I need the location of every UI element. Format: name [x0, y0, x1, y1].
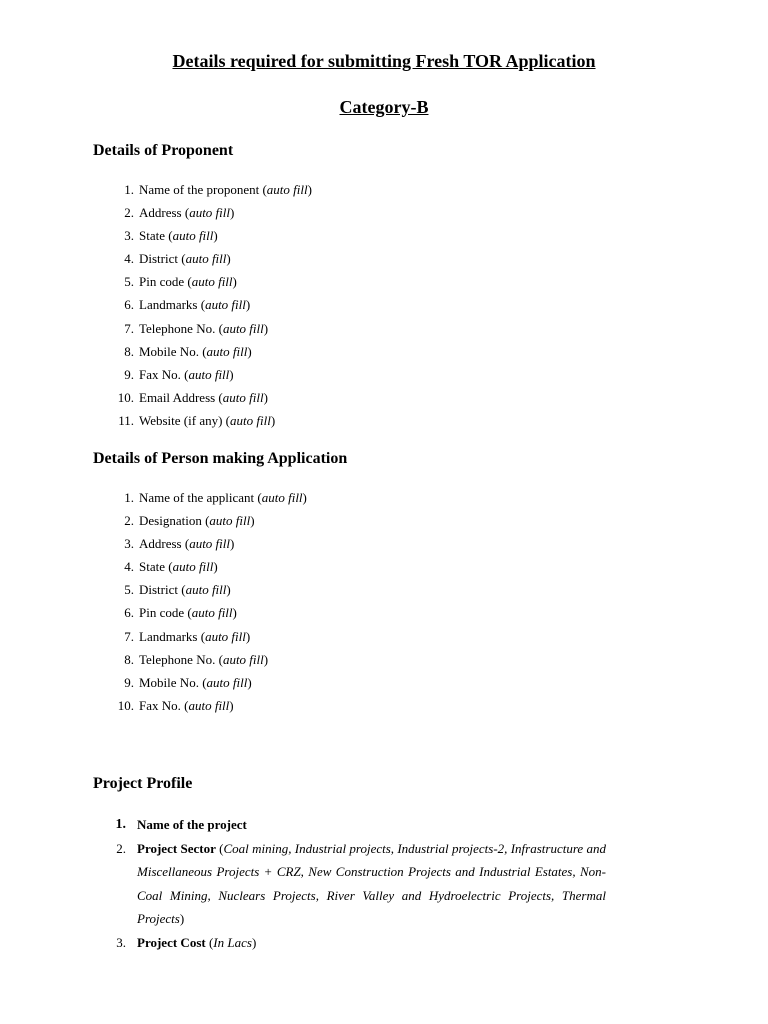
project-profile-heading: Project Profile — [93, 775, 193, 792]
list-item: 4. State (auto fill) — [124, 559, 218, 575]
list-item: 4. District (auto fill) — [124, 251, 231, 267]
list-item: 2. Address (auto fill) — [124, 205, 235, 221]
list-item: 9. Fax No. (auto fill) — [124, 366, 234, 382]
list-item: 7. Telephone No. (auto fill) — [124, 320, 269, 336]
list-item: 10. Fax No. (auto fill) — [117, 697, 234, 713]
list-item: 1. Name of the applicant (auto fill) — [124, 490, 307, 505]
list-item: 3. Address (auto fill) — [124, 536, 235, 552]
list-item: 2. Project Sector (Coal mining, Industrial projects, Industrial projects-2, Infrastructure and Miscellaneous Projects + CRZ, New Construction Projects and Industrial Estates, Non-Coal Mining, Nuclears Projects, River Valley and Hydroelectric Projects, Thermal Projects) — [116, 840, 606, 926]
list-item: 3. State (auto fill) — [124, 228, 218, 244]
list-item: 11. Website (if any) (auto fill) — [118, 412, 276, 428]
proponent-heading: Details of Proponent — [93, 142, 234, 159]
list-item: 6. Landmarks (auto fill) — [124, 297, 251, 313]
list-item: 7. Landmarks (auto fill) — [124, 628, 251, 644]
applicant-list — [0, 486, 700, 717]
list-item: 1. Name of the project — [115, 817, 247, 832]
list-item: 9. Mobile No. (auto fill) — [124, 674, 252, 690]
applicant-heading: Details of Person making Application — [93, 450, 348, 467]
list-item: 10. Email Address (auto fill) — [117, 389, 268, 405]
list-item: 5. Pin code (auto fill) — [124, 274, 237, 290]
list-item: 5. District (auto fill) — [124, 582, 231, 598]
list-item: 2. Designation (auto fill) — [124, 513, 255, 529]
category-heading: Category-B — [339, 97, 429, 117]
list-item: 8. Mobile No. (auto fill) — [124, 343, 252, 359]
list-item: 8. Telephone No. (auto fill) — [124, 651, 269, 667]
list-item: 3. Project Cost (In Lacs) — [116, 934, 257, 950]
list-item: 1. Name of the proponent (auto fill) — [124, 182, 312, 197]
document-title: Details required for submitting Fresh TOR Application — [172, 51, 596, 71]
list-item: 6. Pin code (auto fill) — [124, 605, 237, 621]
project-profile-list — [0, 813, 700, 954]
proponent-list — [0, 178, 700, 432]
